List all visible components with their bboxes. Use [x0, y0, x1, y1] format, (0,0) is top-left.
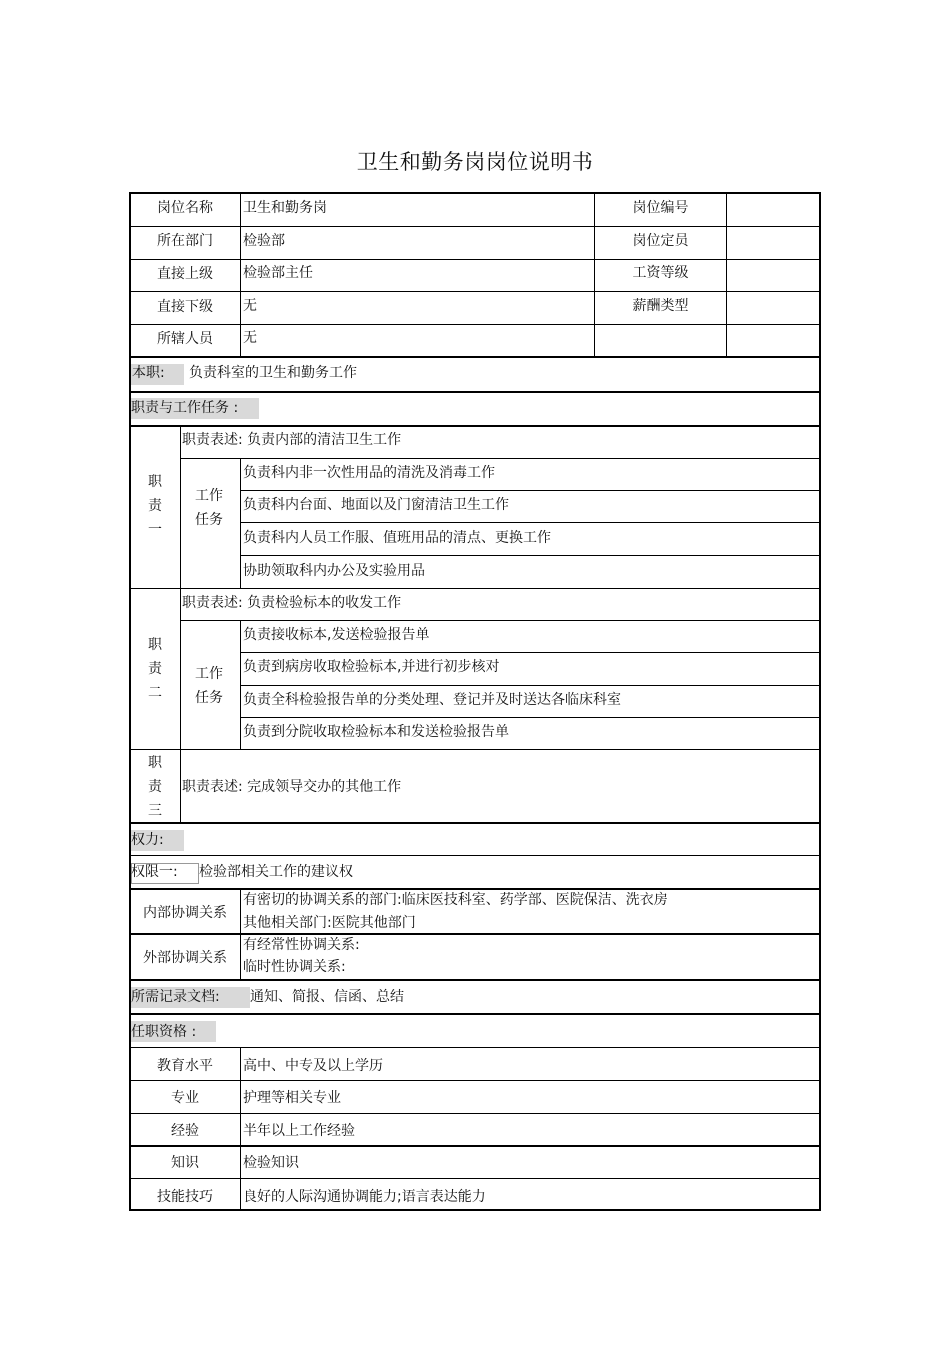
superior-label: 直接上级 [157, 266, 213, 282]
headcount-label: 岗位定员 [632, 233, 689, 249]
managed-staff-value: 无 [243, 330, 257, 346]
duties-header: 职责与工作任务 : [131, 400, 239, 416]
duty-1-statement: 职责表述: 负责内部的清洁卫生工作 [182, 432, 402, 448]
qualification-label: 技能技巧 [157, 1189, 213, 1205]
authority-limit-value: 检验部相关工作的建议权 [199, 864, 353, 880]
qualification-value: 护理等相关专业 [243, 1090, 341, 1106]
internal-coordination-label: 内部协调关系 [143, 905, 227, 921]
department-label: 所在部门 [157, 233, 213, 249]
duty-2-task: 负责到分院收取检验标本和发送检验报告单 [243, 724, 509, 740]
summary-value: 负责科室的卫生和勤务工作 [189, 365, 357, 381]
records-value: 通知、简报、信函、总结 [250, 989, 404, 1005]
pay-type-label: 薪酬类型 [632, 298, 689, 314]
duty-2-task: 负责接收标本,发送检验报告单 [243, 627, 430, 643]
summary-label: 本职: [132, 365, 165, 381]
job-name-label: 岗位名称 [157, 200, 213, 216]
duty-1-task: 负责科内非一次性用品的清洗及消毒工作 [243, 465, 495, 481]
external-coordination-line: 临时性协调关系: [243, 959, 346, 975]
qualifications-header: 任职资格 : [131, 1024, 197, 1040]
authority-label: 权力: [131, 832, 164, 848]
qualification-label: 教育水平 [157, 1058, 213, 1074]
qualification-value: 良好的人际沟通协调能力;语言表达能力 [243, 1189, 486, 1205]
authority-limit-label: 权限一: [131, 864, 178, 880]
qualification-value: 半年以上工作经验 [243, 1123, 355, 1139]
duty-1-task: 负责科内人员工作服、值班用品的清点、更换工作 [243, 530, 551, 546]
duty-1-task-label: 工作 任务 [195, 488, 223, 528]
qualification-label: 知识 [171, 1155, 199, 1171]
duty-2-task-label: 工作 任务 [195, 666, 223, 706]
managed-staff-label: 所辖人员 [157, 331, 213, 347]
duty-2-statement: 职责表述: 负责检验标本的收发工作 [182, 595, 402, 611]
qualification-value: 检验知识 [243, 1155, 299, 1171]
superior-value: 检验部主任 [243, 265, 313, 281]
duty-1-task: 负责科内台面、地面以及门窗清洁卫生工作 [243, 497, 509, 513]
duty-2-task: 负责全科检验报告单的分类处理、登记并及时送达各临床科室 [243, 692, 621, 708]
duty-2-name: 职 责 二 [148, 637, 162, 701]
job-code-label: 岗位编号 [632, 200, 689, 216]
external-coordination-line: 有经常性协调关系: [243, 937, 360, 953]
duty-2-task: 负责到病房收取检验标本,并进行初步核对 [243, 659, 500, 675]
internal-coordination-line: 有密切的协调关系的部门:临床医技科室、药学部、医院保洁、洗衣房 [243, 892, 668, 908]
qualification-label: 经验 [171, 1123, 199, 1139]
salary-grade-label: 工资等级 [632, 265, 689, 281]
department-value: 检验部 [243, 233, 285, 249]
subordinate-label: 直接下级 [157, 299, 213, 315]
subordinate-value: 无 [243, 298, 257, 314]
external-coordination-label: 外部协调关系 [143, 950, 227, 966]
page-title: 卫生和勤务岗岗位说明书 [356, 150, 594, 174]
duty-3-name: 职 责 三 [148, 755, 162, 819]
qualification-label: 专业 [171, 1090, 199, 1106]
duty-1-task: 协助领取科内办公及实验用品 [243, 563, 425, 579]
records-label: 所需记录文档: [131, 989, 220, 1005]
job-name-value: 卫生和勤务岗 [243, 200, 327, 216]
duty-1-name: 职 责 一 [148, 474, 162, 538]
internal-coordination-line: 其他相关部门:医院其他部门 [243, 915, 416, 931]
duty-3-statement: 职责表述: 完成领导交办的其他工作 [182, 779, 402, 795]
qualification-value: 高中、中专及以上学历 [243, 1058, 383, 1074]
